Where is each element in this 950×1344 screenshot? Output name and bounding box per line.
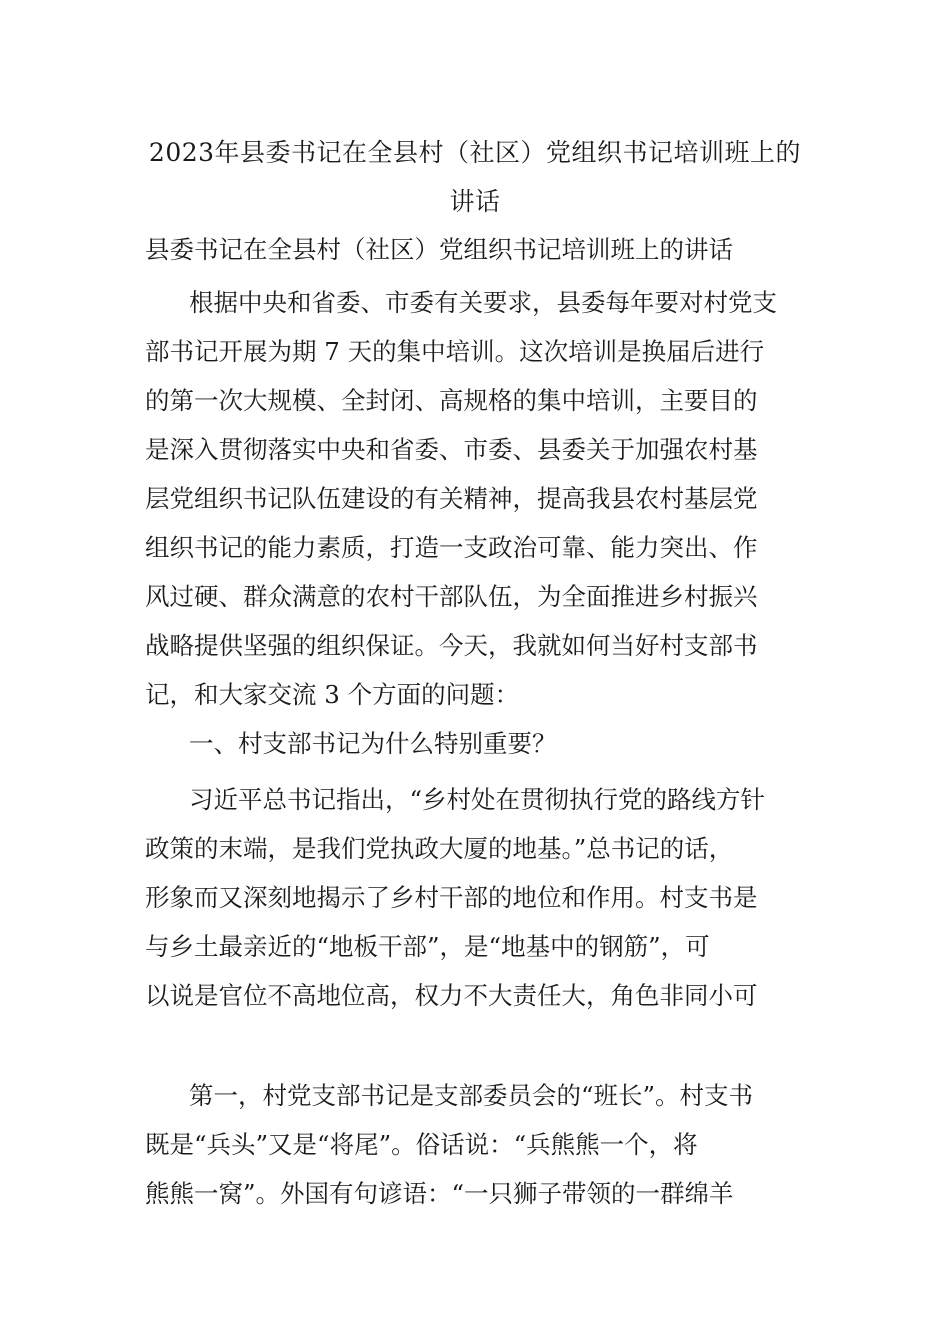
- paragraph-line: 以说是官位不高地位高，权力不大责任大，角色非同小可: [145, 981, 758, 1010]
- paragraph-line: 与乡土最亲近的“地板干部”，是“地基中的钢筋”，可: [145, 932, 710, 961]
- paragraph-line: 形象而又深刻地揭示了乡村干部的地位和作用。村支书是: [145, 883, 758, 912]
- paragraph-line: 熊熊一窝”。外国有句谚语：“一只狮子带领的一群绵羊: [145, 1179, 734, 1208]
- paragraph-line: 层党组织书记队伍建设的有关精神，提高我县农村基层党: [145, 484, 758, 513]
- paragraph-3: [145, 1071, 825, 1218]
- paragraph-line: 记，和大家交流 3 个方面的问题：: [145, 680, 520, 709]
- paragraph-1: [145, 278, 825, 719]
- paragraph-2: [145, 775, 825, 1020]
- paragraph-line: 战略提供坚强的组织保证。今天，我就如何当好村支部书: [145, 631, 758, 660]
- paragraph-line: 风过硬、群众满意的农村干部队伍，为全面推进乡村振兴: [145, 582, 758, 611]
- title-line-2: 讲话: [449, 187, 501, 216]
- document-title: [120, 128, 830, 226]
- paragraph-line: 习近平总书记指出，“乡村处在贯彻执行党的路线方针: [189, 785, 766, 814]
- paragraph-line: 是深入贯彻落实中央和省委、市委、县委关于加强农村基: [145, 435, 758, 464]
- document-subtitle: 县委书记在全县村（社区）党组织书记培训班上的讲话: [145, 235, 733, 264]
- section-heading-1: [145, 719, 825, 768]
- paragraph-line: 第一，村党支部书记是支部委员会的“班长”。村支书: [189, 1081, 754, 1110]
- paragraph-line: 既是“兵头”又是“将尾”。俗话说：“兵熊熊一个，将: [145, 1130, 698, 1159]
- paragraph-line: 根据中央和省委、市委有关要求，县委每年要对村党支: [189, 288, 777, 317]
- section-heading: 一、村支部书记为什么特别重要？: [189, 729, 557, 758]
- paragraph-line: 部书记开展为期 7 天的集中培训。这次培训是换届后进行: [145, 337, 765, 366]
- paragraph-line: 组织书记的能力素质，打造一支政治可靠、能力突出、作: [145, 533, 758, 562]
- paragraph-line: 的第一次大规模、全封闭、高规格的集中培训，主要目的: [145, 386, 758, 415]
- paragraph-line: 政策的末端，是我们党执政大厦的地基。”总书记的话，: [145, 834, 734, 863]
- title-line-1: 2023年县委书记在全县村（社区）党组织书记培训班上的: [148, 138, 802, 167]
